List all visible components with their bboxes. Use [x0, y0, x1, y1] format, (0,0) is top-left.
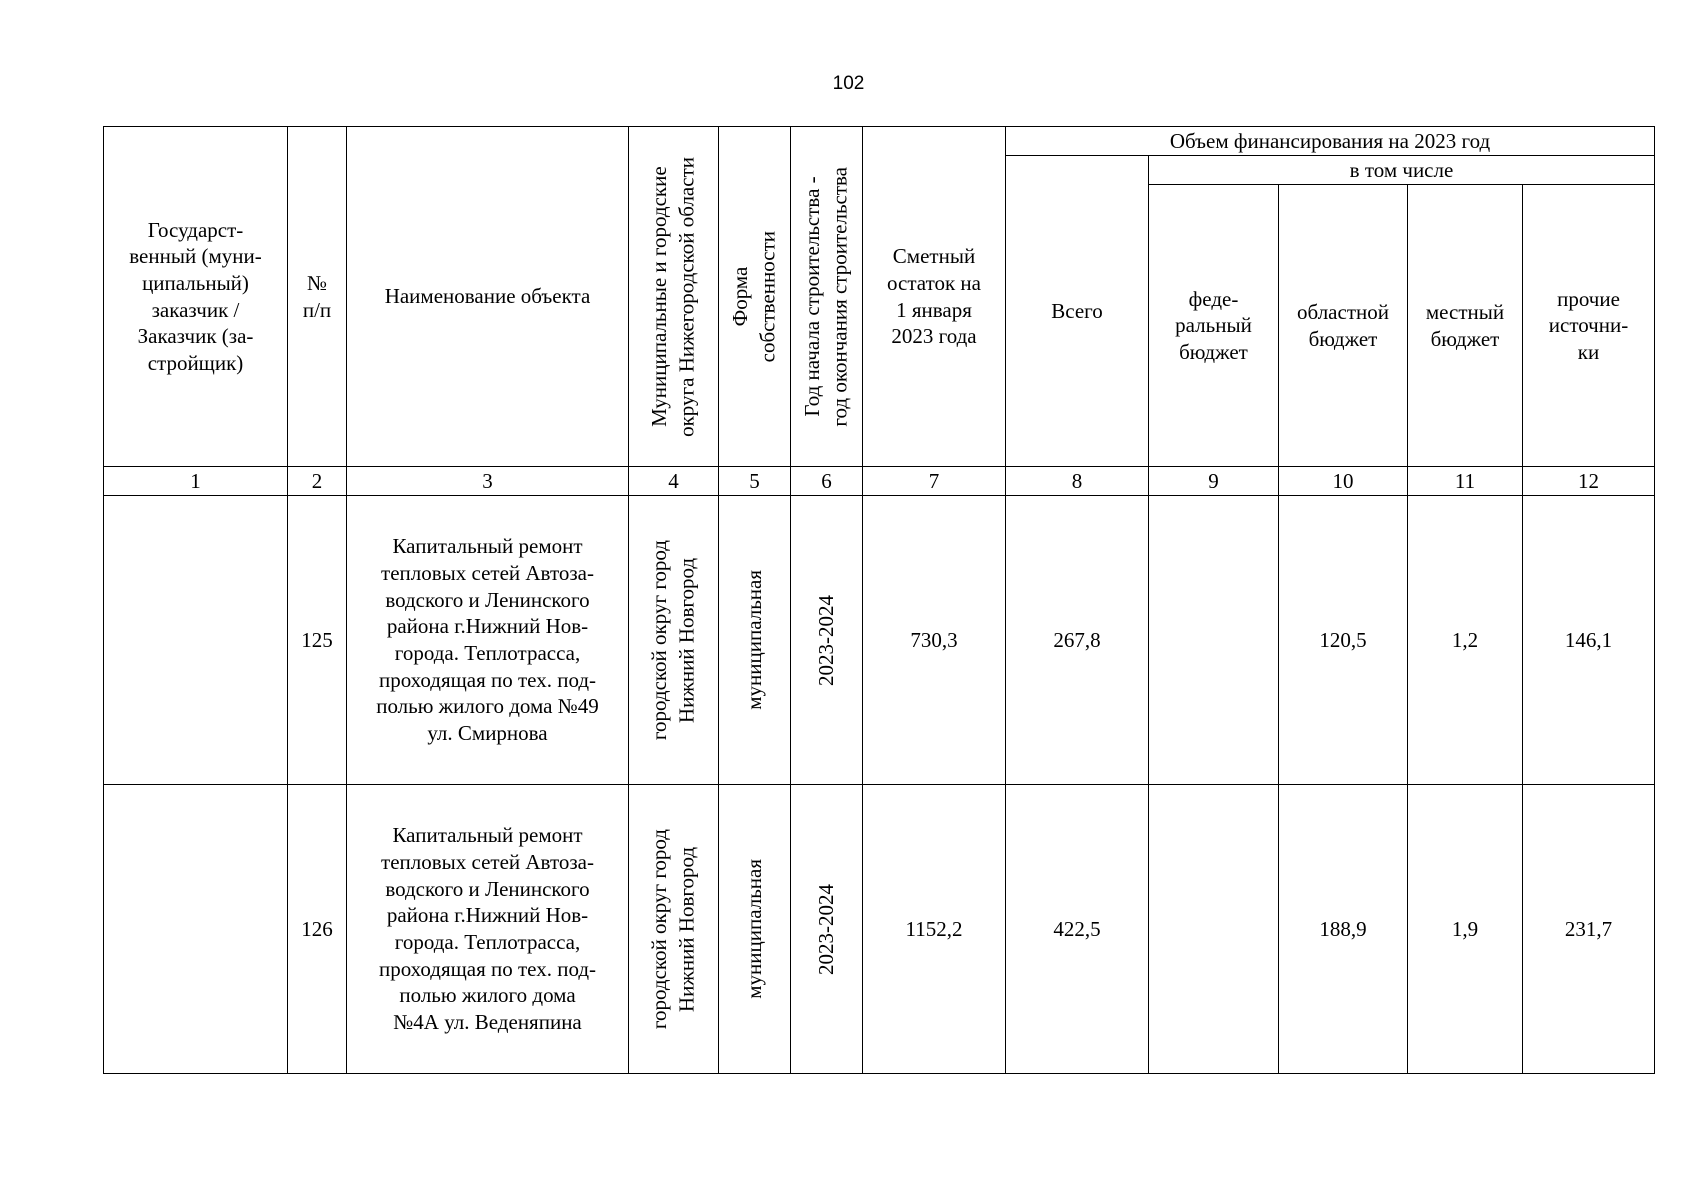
cell-ownership: [719, 496, 791, 785]
header-number: № п/п: [288, 127, 347, 467]
cell-local: 1,9: [1408, 785, 1523, 1074]
header-local: местный бюджет: [1408, 185, 1523, 467]
cell-other: 146,1: [1523, 496, 1655, 785]
column-number: 7: [863, 467, 1006, 496]
column-number: 4: [629, 467, 719, 496]
cell-object-name: Капитальный ремонт тепловых сетей Автоза- водского и Ленинского района г.Нижний Нов- города. Теплотрасса, проходящая по тех. под- полью жилого дома №49 ул. Смирнова: [347, 496, 629, 785]
cell-municipality-line1: городской округ город: [647, 828, 672, 1030]
column-number: 12: [1523, 467, 1655, 496]
investment-program-table: [103, 126, 1655, 1074]
header-other: прочие источни- ки: [1523, 185, 1655, 467]
cell-customer: [104, 785, 288, 1074]
cell-municipality: [629, 785, 719, 1074]
cell-regional: 188,9: [1279, 785, 1408, 1074]
table-row: [104, 496, 1655, 785]
header-including: в том числе: [1149, 156, 1655, 185]
column-number: 6: [791, 467, 863, 496]
cell-number: 126: [288, 785, 347, 1074]
header-ownership: [719, 127, 791, 467]
cell-years-text: 2023-2024: [813, 594, 838, 686]
cell-years-text: 2023-2024: [813, 883, 838, 975]
column-number: 10: [1279, 467, 1408, 496]
cell-municipality-line2: Нижний Новгород: [674, 557, 699, 723]
cell-ownership-text: муниципальная: [741, 859, 766, 999]
header-ownership-line1: Форма: [728, 266, 753, 327]
cell-local: 1,2: [1408, 496, 1523, 785]
column-number: 8: [1006, 467, 1149, 496]
header-municipality: [629, 127, 719, 467]
cell-total: 422,5: [1006, 785, 1149, 1074]
column-number: 1: [104, 467, 288, 496]
header-object-name: Наименование объекта: [347, 127, 629, 467]
header-regional: областной бюджет: [1279, 185, 1408, 467]
cell-years: [791, 785, 863, 1074]
header-ownership-line2: собственности: [755, 230, 780, 363]
column-number: 3: [347, 467, 629, 496]
table-row: [104, 785, 1655, 1074]
cell-municipality: [629, 496, 719, 785]
column-number: 2: [288, 467, 347, 496]
column-number: 5: [719, 467, 791, 496]
cell-regional: 120,5: [1279, 496, 1408, 785]
header-years-line2: год окончания строительства: [827, 166, 852, 427]
cell-estimate-balance: 1152,2: [863, 785, 1006, 1074]
table-body: [104, 467, 1655, 1074]
cell-object-name: Капитальный ремонт тепловых сетей Автоза- водского и Ленинского района г.Нижний Нов- города. Теплотрасса, проходящая по тех. под- полью жилого дома №4А ул. Веденяпина: [347, 785, 629, 1074]
column-numbers-row: [104, 467, 1655, 496]
header-municipality-line1: Муниципальные и городские: [647, 166, 672, 427]
header-customer: Государст- венный (муни- ципальный) заказчик / Заказчик (за- стройщик): [104, 127, 288, 467]
page-number: 102: [832, 73, 865, 94]
cell-total: 267,8: [1006, 496, 1149, 785]
cell-ownership-text: муниципальная: [741, 570, 766, 710]
cell-customer: [104, 496, 288, 785]
column-number: 11: [1408, 467, 1523, 496]
cell-municipality-line2: Нижний Новгород: [674, 846, 699, 1012]
header-total: Всего: [1006, 156, 1149, 467]
header-federal: феде- ральный бюджет: [1149, 185, 1279, 467]
cell-number: 125: [288, 496, 347, 785]
header-funding-group: Объем финансирования на 2023 год: [1006, 127, 1655, 156]
cell-federal: [1149, 496, 1279, 785]
column-number: 9: [1149, 467, 1279, 496]
cell-other: 231,7: [1523, 785, 1655, 1074]
header-municipality-line2: округа Нижегородской области: [674, 156, 699, 437]
header-years: [791, 127, 863, 467]
cell-municipality-line1: городской округ город: [647, 539, 672, 741]
header-estimate-balance: Сметный остаток на 1 января 2023 года: [863, 127, 1006, 467]
table-header: [104, 127, 1655, 467]
cell-years: [791, 496, 863, 785]
cell-federal: [1149, 785, 1279, 1074]
cell-ownership: [719, 785, 791, 1074]
header-years-line1: Год начала строительства -: [800, 176, 825, 417]
cell-estimate-balance: 730,3: [863, 496, 1006, 785]
